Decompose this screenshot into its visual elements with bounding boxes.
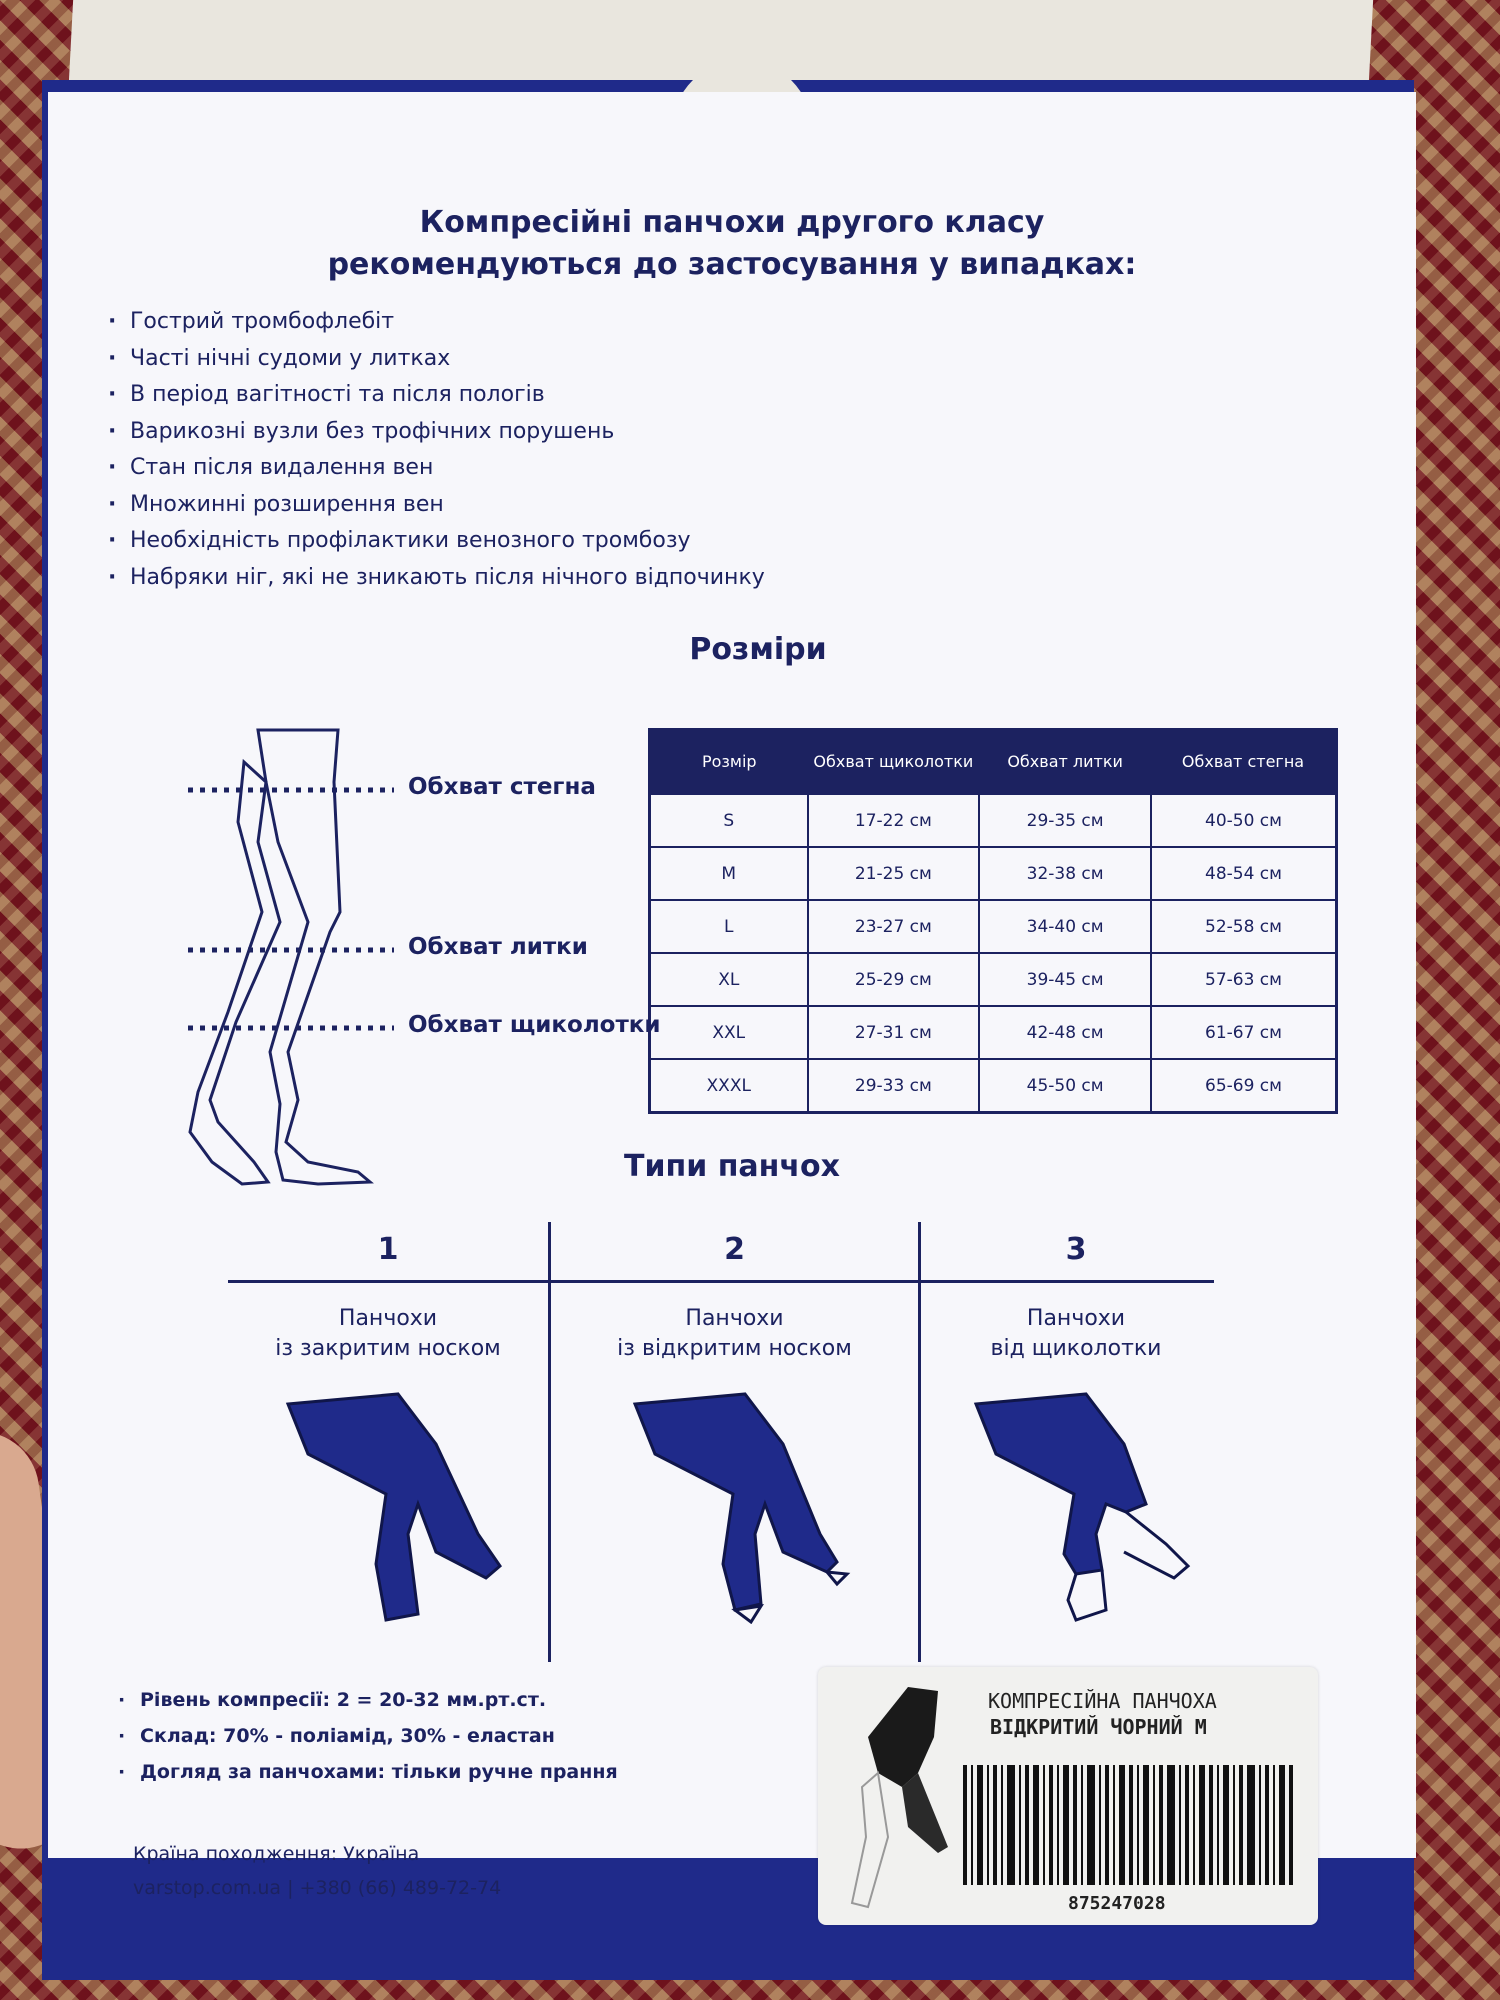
- cell-ankle: 17-22 см: [808, 794, 980, 847]
- type-label-line2: від щиколотки: [990, 1336, 1162, 1361]
- list-item: · Склад: 70% - поліамід, 30% - еластан: [118, 1718, 618, 1754]
- type-label-line1: Панчохи: [338, 1306, 438, 1331]
- closed-toe-stocking-icon: [268, 1384, 508, 1624]
- cell-thigh: 61-67 см: [1151, 1006, 1337, 1059]
- specs-list: [118, 1682, 618, 1790]
- title-line-1: Компресійні панчохи другого класу: [419, 205, 1045, 240]
- type-number: 1: [377, 1232, 399, 1267]
- cell-ankle: 25-29 см: [808, 953, 980, 1006]
- table-row: [650, 900, 1337, 953]
- label-ankle: Обхват щиколотки: [408, 1012, 661, 1038]
- origin-info: [133, 1837, 501, 1905]
- type-number: 3: [1065, 1232, 1087, 1267]
- cell-thigh: 52-58 см: [1151, 900, 1337, 953]
- col-header-size: Розмір: [650, 730, 808, 795]
- cell-ankle: 21-25 см: [808, 847, 980, 900]
- cell-size: XL: [650, 953, 808, 1006]
- open-toe-stocking-icon: [615, 1384, 855, 1624]
- table-header-row: [650, 730, 1337, 795]
- cell-ankle: 23-27 см: [808, 900, 980, 953]
- col-header-calf: Обхват литки: [979, 730, 1151, 795]
- cell-calf: 32-38 см: [979, 847, 1151, 900]
- label-calf: Обхват литки: [408, 934, 588, 960]
- cell-calf: 45-50 см: [979, 1059, 1151, 1113]
- type-label-line1: Панчохи: [685, 1306, 784, 1331]
- col-header-thigh: Обхват стегна: [1151, 730, 1337, 795]
- product-sticker: [818, 1667, 1318, 1925]
- title-line-2: рекомендуються до застосування у випадках:: [327, 247, 1137, 282]
- table-row: [650, 953, 1337, 1006]
- list-item: · Набряки ніг, які не зникають після нічного відпочинку: [108, 560, 765, 597]
- list-item: · Рівень компресії: 2 = 20-32 мм.рт.ст.: [118, 1682, 618, 1718]
- list-item: · Необхідність профілактики венозного тромбозу: [108, 523, 765, 560]
- list-item: · Догляд за панчохами: тільки ручне прання: [118, 1754, 618, 1790]
- table-row: [650, 847, 1337, 900]
- col-header-ankle: Обхват щиколотки: [808, 730, 980, 795]
- cell-size: XXXL: [650, 1059, 808, 1113]
- cell-thigh: 65-69 см: [1151, 1059, 1337, 1113]
- types-title: Типи панчох: [624, 1149, 840, 1184]
- cell-size: XXL: [650, 1006, 808, 1059]
- type-from-ankle: [921, 1222, 1231, 1628]
- stocking-silhouette-icon: [838, 1677, 978, 1917]
- list-item: · Стан після видалення вен: [108, 450, 765, 487]
- type-closed-toe: [228, 1222, 548, 1628]
- label-panel: [48, 92, 1416, 1914]
- cell-thigh: 40-50 см: [1151, 794, 1337, 847]
- origin-contacts: varstop.com.ua | +380 (66) 489-72-74: [133, 1877, 502, 1899]
- list-item: · Гострий тромбофлебіт: [108, 304, 765, 341]
- cell-size: L: [650, 900, 808, 953]
- cell-calf: 42-48 см: [979, 1006, 1151, 1059]
- leg-measurement-figure: [158, 722, 678, 1202]
- type-number: 2: [724, 1232, 745, 1267]
- cell-size: S: [650, 794, 808, 847]
- table-row: [650, 1006, 1337, 1059]
- ankle-stocking-icon: [956, 1384, 1196, 1624]
- list-item: · Варикозні вузли без трофічних порушень: [108, 414, 765, 451]
- list-item: · Множинні розширення вен: [108, 487, 765, 524]
- barcode-number: 875247028: [1068, 1893, 1166, 1914]
- indications-list: [108, 304, 765, 596]
- type-label-line2: із відкритим носком: [617, 1336, 852, 1361]
- type-open-toe: [551, 1222, 918, 1628]
- table-row: [650, 1059, 1337, 1113]
- list-item: · Часті нічні судоми у литках: [108, 341, 765, 378]
- cell-ankle: 27-31 см: [808, 1006, 980, 1059]
- cell-calf: 29-35 см: [979, 794, 1151, 847]
- table-row: [650, 794, 1337, 847]
- type-label-line2: із закритим носком: [275, 1336, 501, 1361]
- cell-thigh: 57-63 см: [1151, 953, 1337, 1006]
- page-title: [48, 202, 1416, 286]
- types-grid: [228, 1222, 1228, 1662]
- list-item: · В період вагітності та після пологів: [108, 377, 765, 414]
- label-thigh: Обхват стегна: [408, 774, 596, 800]
- barcode-icon: [963, 1765, 1293, 1885]
- cell-ankle: 29-33 см: [808, 1059, 980, 1113]
- cell-thigh: 48-54 см: [1151, 847, 1337, 900]
- size-table: [648, 728, 1338, 1114]
- sticker-product-name: КОМПРЕСІЙНА ПАНЧОХА: [988, 1689, 1217, 1713]
- cell-calf: 39-45 см: [979, 953, 1151, 1006]
- cell-size: M: [650, 847, 808, 900]
- sizes-title: Розміри: [689, 632, 827, 667]
- cell-calf: 34-40 см: [979, 900, 1151, 953]
- type-label-line1: Панчохи: [1026, 1306, 1126, 1331]
- sticker-variant: ВІДКРИТИЙ ЧОРНИЙ М: [990, 1715, 1207, 1739]
- origin-country: Країна походження: Україна: [133, 1843, 420, 1865]
